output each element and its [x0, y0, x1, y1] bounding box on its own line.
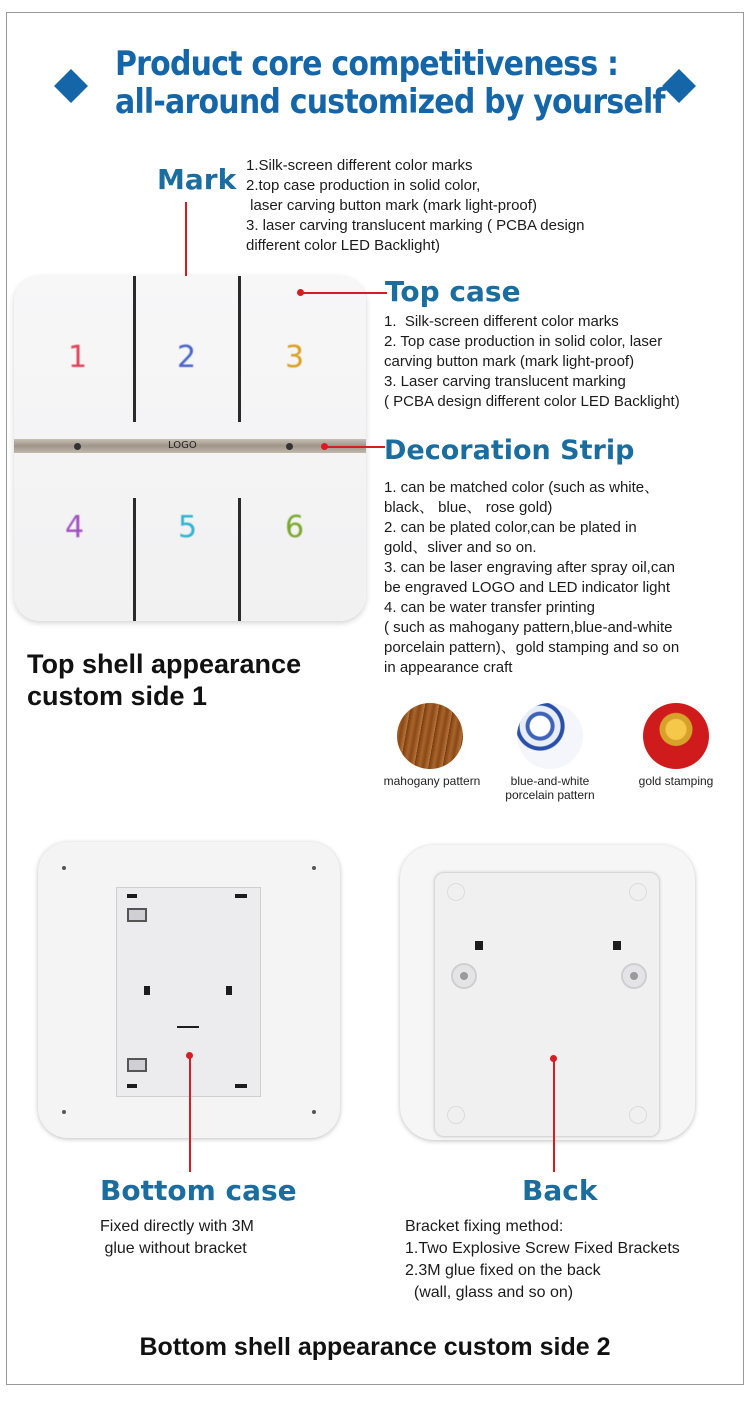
top-case-line: 1. Silk-screen different color marks — [384, 313, 619, 330]
strip-logo: LOGO — [168, 440, 197, 451]
title-banner — [0, 40, 750, 130]
right-diamond-icon — [662, 69, 696, 103]
decoration-strip-heading: Decoration Strip — [384, 435, 635, 466]
clip-slot — [235, 894, 247, 898]
mark-line: laser carving button mark (mark light-proof) — [246, 197, 537, 214]
back-bracket-plate — [434, 872, 660, 1137]
side1-caption-line-1: Top shell appearance — [27, 649, 302, 679]
top-case-line: 2. Top case production in solid color, laser — [384, 333, 663, 350]
strip-line: 3. can be laser engraving after spray oil,can — [384, 559, 675, 576]
sample-caption: gold stamping — [638, 774, 714, 788]
clip-slot — [127, 908, 147, 922]
corner-boss — [447, 1106, 465, 1124]
strip-line: 2. can be plated color,can be plated in — [384, 519, 637, 536]
decoration-strip — [14, 439, 366, 453]
strip-line: gold、sliver and so on. — [384, 539, 537, 556]
clip-slot — [235, 1084, 247, 1088]
top-case-pointer-line — [303, 292, 387, 294]
clip-slot — [226, 986, 232, 995]
clip-slot — [613, 941, 621, 950]
button-mark-5: 5 — [178, 510, 198, 545]
back-line: (wall, glass and so on) — [405, 1284, 574, 1301]
corner-pin — [62, 1110, 66, 1114]
bottom-seam-left — [133, 498, 136, 621]
bottom-case-line: glue without bracket — [100, 1240, 247, 1257]
gold-stamping-swatch-icon — [643, 703, 709, 769]
back-line: 2.3M glue fixed on the back — [405, 1262, 601, 1279]
clip-slot — [475, 941, 483, 950]
strip-pointer-line — [327, 446, 385, 448]
strip-line: in appearance craft — [384, 659, 513, 676]
led-indicator-right — [286, 443, 293, 450]
mark-line: 2.top case production in solid color, — [246, 177, 481, 194]
sample-caption: blue-and-white porcelain pattern — [505, 774, 595, 802]
title-line-1: Product core competitiveness : — [115, 45, 619, 85]
clip-slot — [144, 986, 150, 995]
left-diamond-icon — [54, 69, 88, 103]
side1-caption-line-2: custom side 1 — [27, 681, 208, 711]
top-case-line: 3. Laser carving translucent marking — [384, 373, 626, 390]
bottom-seam-right — [238, 498, 241, 621]
button-mark-6: 6 — [285, 510, 305, 545]
top-seam-left — [133, 276, 136, 422]
top-case-line: ( PCBA design different color LED Backlight) — [384, 393, 680, 410]
screw-hole-right-icon — [621, 963, 647, 989]
top-shell-panel — [14, 276, 366, 621]
led-indicator-left — [74, 443, 81, 450]
back-heading: Back — [522, 1174, 598, 1207]
top-case-heading: Top case — [385, 275, 521, 308]
button-mark-1: 1 — [68, 340, 88, 375]
button-mark-3: 3 — [285, 340, 305, 375]
clip-slot — [127, 894, 137, 898]
corner-boss — [629, 883, 647, 901]
top-seam-right — [238, 276, 241, 422]
mark-line: 1.Silk-screen different color marks — [246, 157, 473, 174]
clip-slot — [127, 1084, 137, 1088]
strip-line: black、 blue、 rose gold) — [384, 499, 553, 516]
bottom-case-pointer-line — [189, 1058, 191, 1172]
back-panel — [400, 845, 695, 1140]
mahogany-swatch-icon — [397, 703, 463, 769]
clip-slot — [127, 1058, 147, 1072]
strip-line: 4. can be water transfer printing — [384, 599, 595, 616]
strip-line: ( such as mahogany pattern,blue-and-white — [384, 619, 673, 636]
mark-heading: Mark — [157, 163, 237, 196]
screw-hole-left-icon — [451, 963, 477, 989]
button-mark-2: 2 — [177, 340, 197, 375]
top-case-line: carving button mark (mark light-proof) — [384, 353, 635, 370]
strip-line: be engraved LOGO and LED indicator light — [384, 579, 671, 596]
bottom-case-line: Fixed directly with 3M — [100, 1218, 254, 1235]
corner-pin — [312, 866, 316, 870]
button-mark-4: 4 — [65, 510, 85, 545]
porcelain-swatch-icon — [517, 703, 583, 769]
mark-line: 3. laser carving translucent marking ( PCBA design — [246, 217, 585, 234]
back-line: 1.Two Explosive Screw Fixed Brackets — [405, 1240, 680, 1257]
strip-line: porcelain pattern)、gold stamping and so on — [384, 639, 680, 656]
corner-boss — [629, 1106, 647, 1124]
strip-line: 1. can be matched color (such as white、 — [384, 479, 660, 496]
corner-boss — [447, 883, 465, 901]
side2-caption: Bottom shell appearance custom side 2 — [139, 1333, 611, 1361]
mark-line: different color LED Backlight) — [246, 237, 440, 254]
sample-caption: mahogany pattern — [383, 774, 481, 788]
center-marker — [177, 1026, 199, 1028]
title-line-2: all-around customized by yourself — [115, 83, 665, 123]
bottom-case-heading: Bottom case — [100, 1174, 297, 1207]
back-line: Bracket fixing method: — [405, 1218, 564, 1235]
corner-pin — [62, 866, 66, 870]
corner-pin — [312, 1110, 316, 1114]
back-pointer-line — [553, 1061, 555, 1172]
